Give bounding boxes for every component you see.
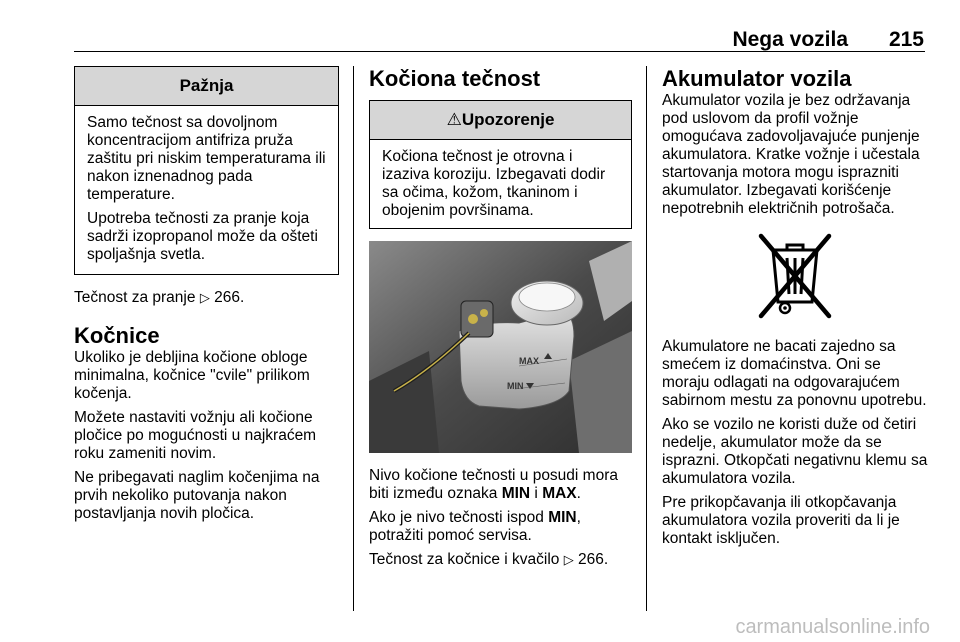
min-mark-text: MIN xyxy=(501,485,531,502)
notice-paragraph: Samo tečnost sa dovoljnom koncentracijom antifriza pruža zaštitu pri niskim temperaturama ili nakon iznenadnog pada temperature. xyxy=(87,114,326,203)
battery-paragraph: Ako se vozilo ne koristi duže od četiri nedelje, akumulator može da se isprazni. Otkopčati negativnu klemu sa akumulatora vozila. xyxy=(662,416,928,487)
reference-page: 266. xyxy=(214,289,245,306)
warning-triangle-icon: ⚠ xyxy=(446,110,462,129)
brake-fluid-reservoir-photo xyxy=(369,241,632,453)
section-heading-battery: Akumulator vozila xyxy=(662,66,852,91)
brakes-paragraph: Ukoliko je debljina kočione obloge minimalna, kočnice "cvile" prilikom kočenja. xyxy=(74,349,310,402)
reference-page: 266. xyxy=(578,551,609,568)
warning-header xyxy=(370,101,631,140)
text-run: Ako je nivo tečnosti ispod xyxy=(369,509,544,526)
min-mark-label: MIN xyxy=(507,381,524,391)
column-divider-2 xyxy=(646,66,647,611)
max-mark-text: MAX xyxy=(542,485,577,502)
column-3 xyxy=(662,66,928,554)
brake-fluid-level-paragraph xyxy=(369,467,632,503)
reference-text: Tečnost za kočnice i kvačilo xyxy=(369,551,560,568)
column-divider-1 xyxy=(353,66,354,611)
reservoir-illustration xyxy=(369,241,632,453)
warning-box xyxy=(369,100,632,229)
battery-paragraph: Pre prikopčavanja ili otkopčavanja akumulatora vozila proveriti da li je kontakt isključen. xyxy=(662,494,900,547)
warning-title: Upozorenje xyxy=(461,110,555,129)
page-number: 215 xyxy=(888,28,924,51)
notice-box xyxy=(74,66,339,275)
text-run: , potražiti pomoć servisa. xyxy=(369,509,581,544)
brakes-paragraph: Ne pribegavati naglim kočenjima na prvih nekoliko putovanja nakon postavljanja novih pločica. xyxy=(74,469,320,522)
reference-text: Tečnost za pranje xyxy=(74,289,196,306)
disposal-symbol xyxy=(662,228,928,324)
section-heading-brakes: Kočnice xyxy=(74,323,160,348)
watermark: carmanualsonline.info xyxy=(735,616,930,638)
column-1 xyxy=(74,66,339,529)
text-run: Nivo kočione tečnosti u posudi mora biti između oznaka xyxy=(369,467,618,502)
battery-paragraph: Akumulatore ne bacati zajedno sa smećem iz domaćinstva. Oni se moraju odlagati na odgovarajućem sabirnom mestu za ponovnu upotrebu. xyxy=(662,338,927,409)
page-ref-arrow-icon: ▷ xyxy=(563,552,574,567)
section-heading-brake-fluid: Kočiona tečnost xyxy=(369,66,541,91)
header-rule xyxy=(74,51,925,52)
notice-title: Pažnja xyxy=(75,67,338,106)
page-ref-arrow-icon: ▷ xyxy=(199,290,210,305)
min-mark-text: MIN xyxy=(548,509,577,526)
crossed-out-bin-icon xyxy=(755,228,835,324)
text-run: i xyxy=(534,485,538,502)
battery-paragraph: Akumulator vozila je bez održavanja pod uslovom da profil vožnje omogućava zadovoljavajuće punjenje akumulatora. Kratke vožnje i učestala startovanja motora mogu isprazniti akumulator. Izbegavati korišćenje nepotrebnih električnih potrošača. xyxy=(662,92,920,217)
column-2 xyxy=(369,66,632,575)
notice-paragraph: Upotreba tečnosti za pranje koja sadrži izopropanol može da ošteti spoljašnja svetla. xyxy=(87,210,318,263)
running-header-title: Nega vozila xyxy=(732,28,848,51)
warning-body: Kočiona tečnost je otrovna i izaziva koroziju. Izbegavati dodir sa očima, kožom, tkaninom i obojenim površinama. xyxy=(382,148,606,219)
washer-fluid-reference[interactable] xyxy=(74,289,339,307)
brakes-paragraph: Možete nastaviti vožnju ali kočione pločice po mogućnosti u najkraćem roku zameniti novim. xyxy=(74,409,317,462)
max-mark-label: MAX xyxy=(519,356,539,366)
brake-fluid-reference[interactable] xyxy=(369,551,632,569)
brake-fluid-low-paragraph xyxy=(369,509,632,545)
text-run: . xyxy=(576,485,581,502)
